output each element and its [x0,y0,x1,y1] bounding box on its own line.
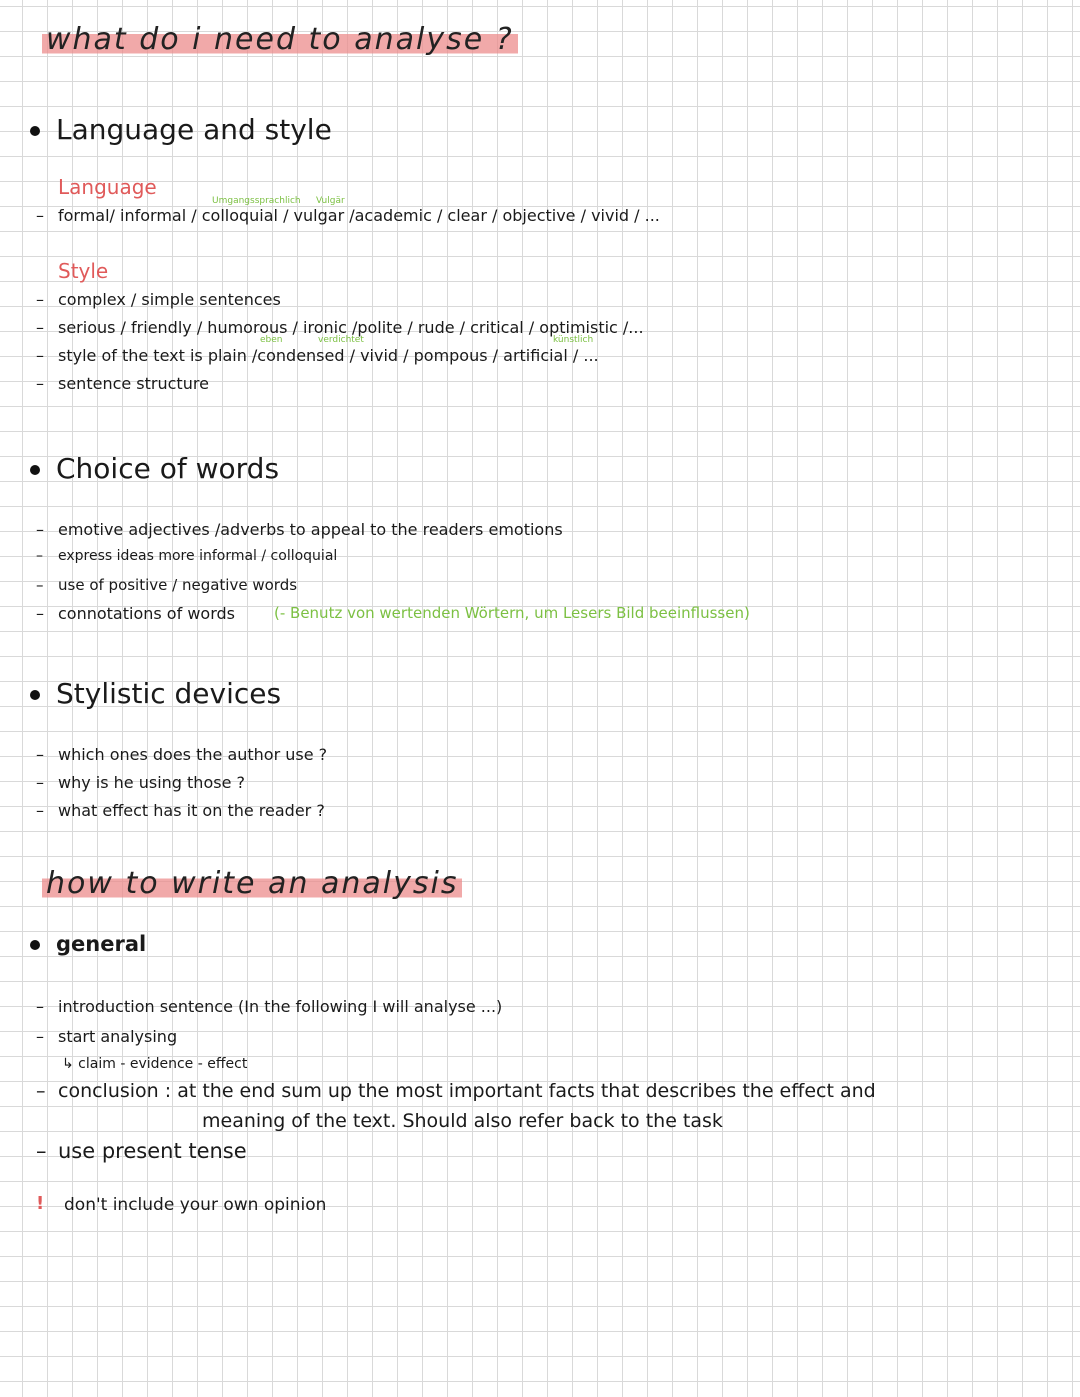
bullet-icon [30,940,40,950]
heading-general: general [30,932,146,956]
sub-item: ↳ claim - evidence - effect [62,1056,248,1072]
language-line: – formal/ informal / colloquial / vulgar /academic / clear / objective / vivid / ... [36,206,660,225]
label-language: Language [58,175,157,199]
bullet-icon [30,465,40,475]
list-item: – which ones does the author use ? [36,745,328,764]
note-colloquial: Umgangssprachlich [212,196,301,206]
list-item: – why is he using those ? [36,773,245,792]
page-title-2: how to write an analysis [42,866,462,901]
exclamation-icon: ! [36,1193,45,1214]
list-item: – use of positive / negative words [36,576,298,594]
label-style: Style [58,259,109,283]
note-plain: eben [260,335,283,345]
list-item: – start analysing [36,1027,178,1046]
list-item: – express ideas more informal / colloquial [36,548,338,564]
list-item-conclusion: – conclusion : at the end sum up the most important facts that describes the effect and [36,1080,876,1102]
list-item: – sentence structure [36,374,209,393]
note-artificial: künstlich [553,335,594,345]
bullet-icon [30,126,40,136]
note-connotations: (- Benutz von wertenden Wörtern, um Lesers Bild beeinflussen) [274,604,750,622]
page-title-1: what do i need to analyse ? [42,22,518,57]
list-item: – emotive adjectives /adverbs to appeal to the readers emotions [36,520,563,539]
warning-text: don't include your own opinion [64,1195,327,1215]
list-item: – what effect has it on the reader ? [36,801,325,820]
note-vulgar: Vulgär [316,196,345,206]
note-condensed: verdichtet [318,335,364,345]
conclusion-continued: meaning of the text. Should also refer back to the task [202,1110,723,1132]
heading-choice-of-words: Choice of words [30,452,279,485]
list-item: – style of the text is plain /condensed / vivid / pompous / artificial / ... [36,346,599,365]
heading-language-style: Language and style [30,113,332,146]
bullet-icon [30,690,40,700]
heading-stylistic-devices: Stylistic devices [30,677,281,710]
list-item: – introduction sentence (In the following I will analyse ...) [36,997,503,1016]
list-item: – complex / simple sentences [36,290,281,309]
list-item: – connotations of words [36,604,235,623]
list-item: – serious / friendly / humorous / ironic /polite / rude / critical / optimistic /... [36,318,644,337]
list-item: – use present tense [36,1139,247,1163]
